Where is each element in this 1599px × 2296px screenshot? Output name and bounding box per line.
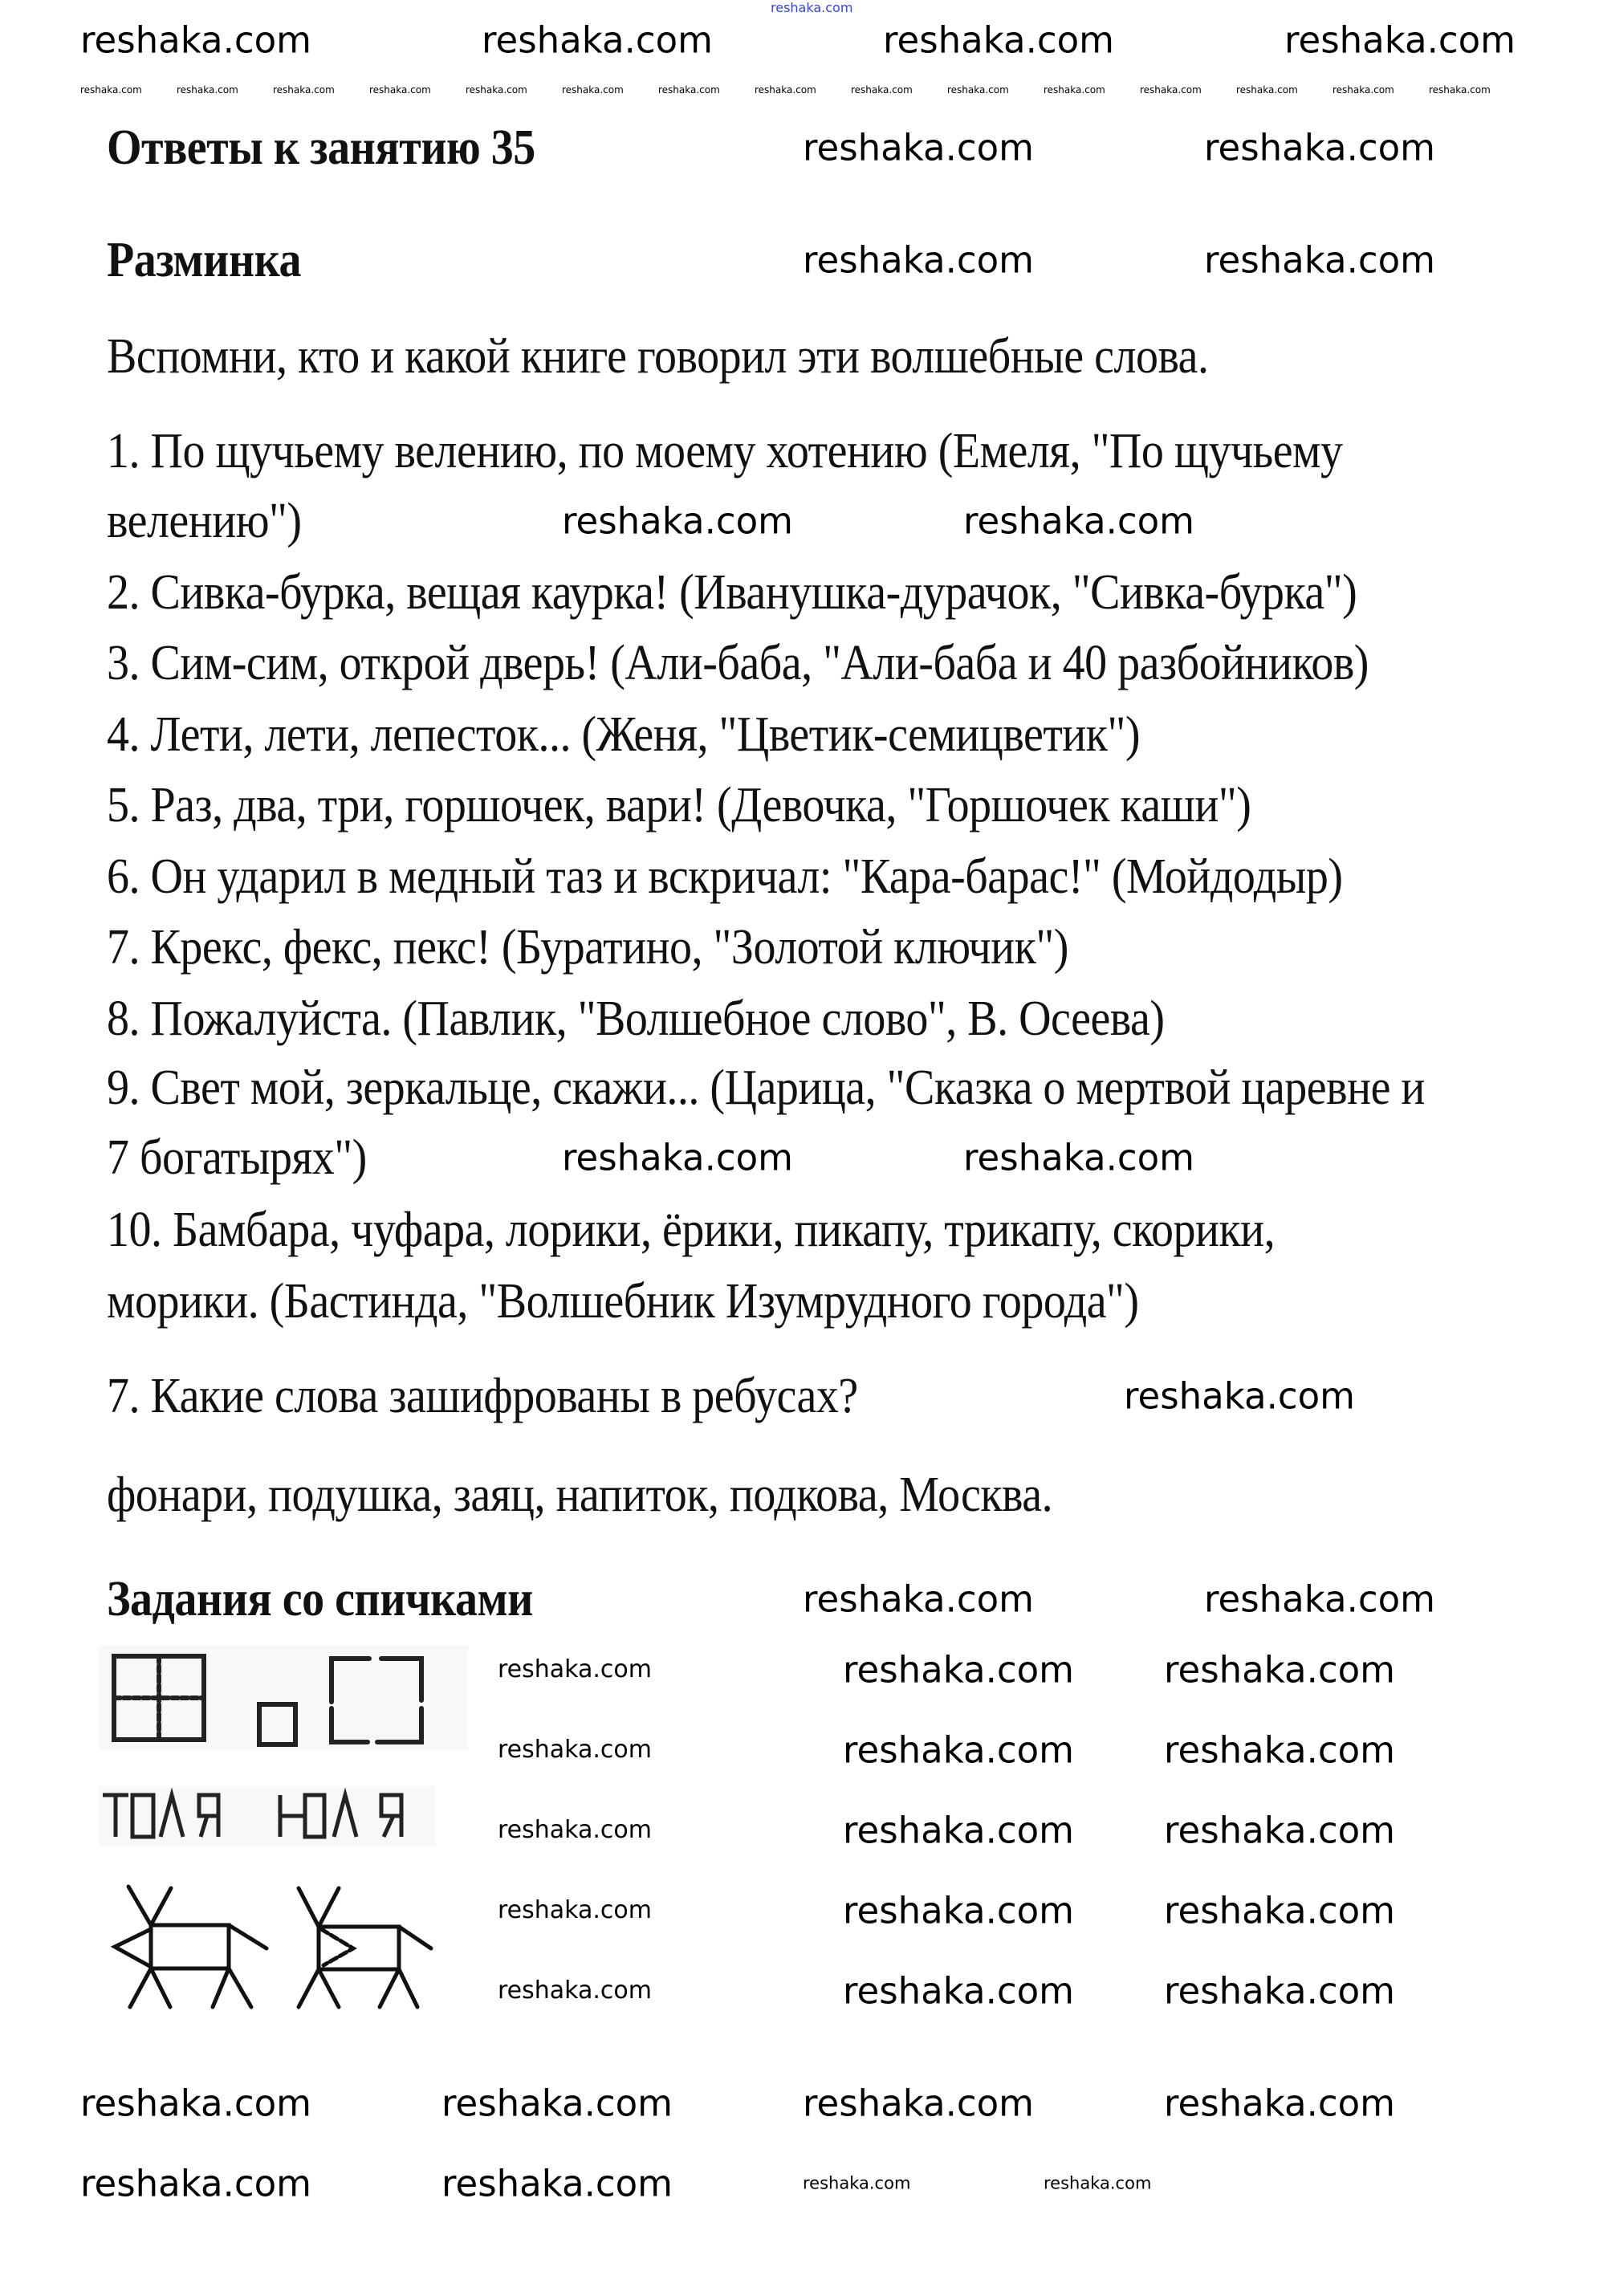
watermark: reshaka.com (1164, 1728, 1395, 1772)
watermark: reshaka.com (843, 1969, 1074, 2013)
watermark: reshaka.com (273, 84, 335, 96)
answer-line: морики. (Бастинда, "Волшебник Изумрудного города") (107, 1273, 1139, 1329)
watermark: reshaka.com (80, 84, 142, 96)
watermark: reshaka.com (441, 2082, 673, 2125)
answer-line: 3. Сим-сим, открой дверь! (Али-баба, "Али-баба и 40 разбойников) (107, 635, 1369, 691)
answer-line: 10. Бамбара, чуфара, лорики, ёрики, пикапу, трикапу, скорики, (107, 1202, 1276, 1258)
answer-line: 8. Пожалуйста. (Павлик, "Волшебное слово", В. Осеева) (107, 991, 1165, 1047)
watermark: reshaka.com (771, 0, 853, 15)
answer-line: 7. Крекс, фекс, пекс! (Буратино, "Золотой ключик") (107, 919, 1068, 975)
watermark: reshaka.com (1140, 84, 1202, 96)
squares-puzzle-image (99, 1646, 468, 1750)
watermark: reshaka.com (562, 1136, 793, 1179)
watermark: reshaka.com (803, 2173, 911, 2193)
answer-line: 1. По щучьему велению, по моему хотению (Емеля, "По щучьему (107, 423, 1343, 479)
watermark: reshaka.com (498, 1655, 652, 1683)
watermark: reshaka.com (883, 18, 1114, 62)
watermark: reshaka.com (80, 2162, 311, 2205)
watermark: reshaka.com (562, 499, 793, 543)
watermark: reshaka.com (843, 1728, 1074, 1772)
watermark: reshaka.com (1164, 1809, 1395, 1852)
watermark: reshaka.com (803, 126, 1034, 169)
watermark: reshaka.com (843, 1809, 1074, 1852)
watermark: reshaka.com (1284, 18, 1516, 62)
watermark: reshaka.com (466, 84, 527, 96)
watermark: reshaka.com (963, 499, 1194, 543)
watermark: reshaka.com (482, 18, 713, 62)
watermark: reshaka.com (498, 1816, 652, 1844)
watermark: reshaka.com (498, 1976, 652, 2005)
answer-line: 5. Раз, два, три, горшочек, вари! (Девочка, "Горшочек каши") (107, 777, 1251, 833)
watermark: reshaka.com (843, 1648, 1074, 1691)
watermark: reshaka.com (803, 238, 1034, 282)
watermark: reshaka.com (80, 18, 311, 62)
watermark: reshaka.com (80, 2082, 311, 2125)
watermark: reshaka.com (851, 84, 913, 96)
tolya-nolya-image (99, 1786, 436, 1846)
watermark: reshaka.com (1164, 1969, 1395, 2013)
deer-right-image (299, 1888, 431, 2007)
watermark: reshaka.com (963, 1136, 1194, 1179)
intro-text: Вспомни, кто и какой книге говорил эти волшебные слова. (107, 328, 1209, 385)
watermark: reshaka.com (498, 1736, 652, 1764)
watermark: reshaka.com (1332, 84, 1394, 96)
answer-line: 4. Лети, лети, лепесток... (Женя, "Цветик-семицветик") (107, 706, 1140, 763)
watermark: reshaka.com (1164, 1889, 1395, 1932)
page-title: Ответы к занятию 35 (107, 120, 535, 176)
rebus-question: 7. Какие слова зашифрованы в ребусах? (107, 1368, 858, 1424)
watermark: reshaka.com (1124, 1374, 1355, 1418)
watermark: reshaka.com (755, 84, 816, 96)
watermark: reshaka.com (803, 2082, 1034, 2125)
watermark: reshaka.com (658, 84, 720, 96)
watermark: reshaka.com (947, 84, 1009, 96)
watermark: reshaka.com (1204, 238, 1435, 282)
watermark: reshaka.com (803, 1577, 1034, 1621)
watermark: reshaka.com (1204, 1577, 1435, 1621)
watermark: reshaka.com (1164, 2082, 1395, 2125)
watermark: reshaka.com (1164, 1648, 1395, 1691)
watermark: reshaka.com (1044, 84, 1105, 96)
watermark: reshaka.com (1044, 2173, 1152, 2193)
watermark: reshaka.com (562, 84, 624, 96)
watermark: reshaka.com (1236, 84, 1298, 96)
watermark: reshaka.com (177, 84, 238, 96)
answer-line: 7 богатырях") (107, 1130, 367, 1186)
answer-line: 9. Свет мой, зеркальце, скажи... (Царица, "Сказка о мертвой царевне и (107, 1060, 1425, 1116)
deer-left-image (115, 1887, 266, 2007)
rebus-answer: фонари, подушка, заяц, напиток, подкова, Москва. (107, 1467, 1053, 1523)
answer-line: 2. Сивка-бурка, вещая каурка! (Иванушка-дурачок, "Сивка-бурка") (107, 564, 1357, 621)
watermark: reshaka.com (369, 84, 431, 96)
watermark: reshaka.com (498, 1896, 652, 1924)
watermark: reshaka.com (441, 2162, 673, 2205)
answer-line: 6. Он ударил в медный таз и вскричал: "Кара-барас!" (Мойдодыр) (107, 849, 1343, 905)
watermark: reshaka.com (1204, 126, 1435, 169)
watermark: reshaka.com (843, 1889, 1074, 1932)
section-heading-warmup: Разминка (107, 232, 302, 288)
answer-line: велению") (107, 493, 302, 549)
watermark: reshaka.com (1429, 84, 1491, 96)
section-heading-matches: Задания со спичками (107, 1571, 533, 1627)
